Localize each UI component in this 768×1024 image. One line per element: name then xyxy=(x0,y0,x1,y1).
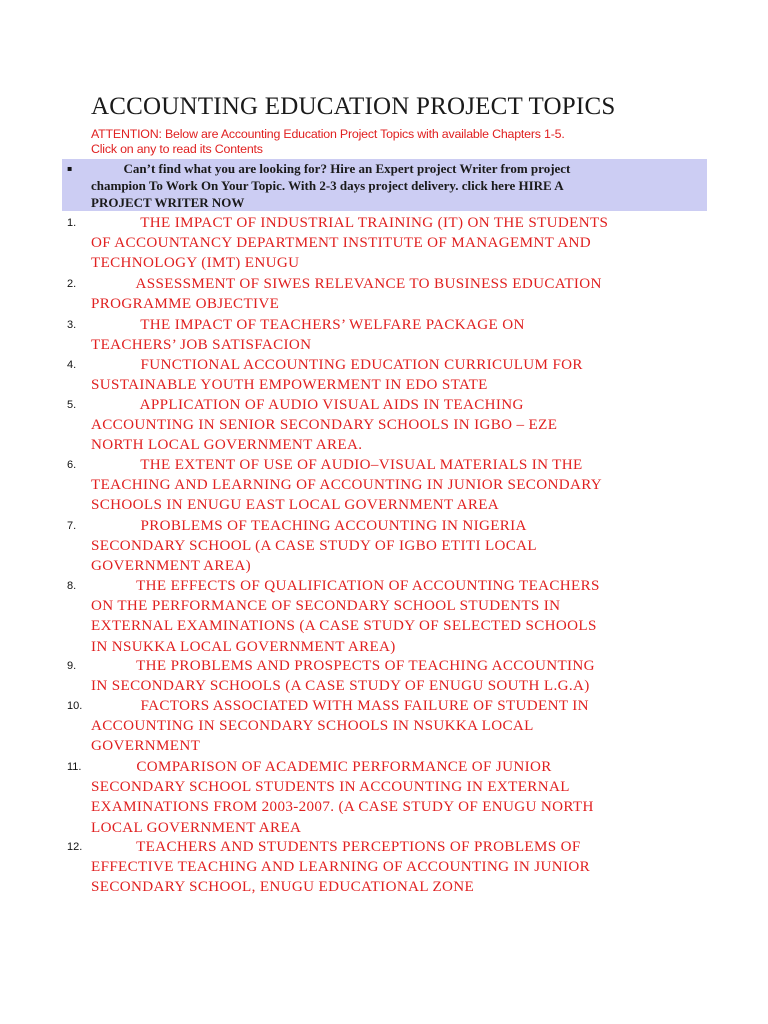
topic-line: THE PROBLEMS AND PROSPECTS OF TEACHING ACCOUNTING xyxy=(91,658,595,674)
topic-line: APPLICATION OF AUDIO VISUAL AIDS IN TEACHING xyxy=(91,397,524,413)
topic-number: 3. xyxy=(67,319,77,331)
topic-line: THE EXTENT OF USE OF AUDIO–VISUAL MATERIALS IN THE xyxy=(91,457,583,473)
topic-link[interactable] xyxy=(91,837,590,898)
notice-line: champion To Work On Your Topic. With 2-3 days project delivery. click here HIRE A xyxy=(91,178,564,193)
topic-line: ASSESSMENT OF SIWES RELEVANCE TO BUSINESS EDUCATION xyxy=(91,276,602,292)
notice-line: Can’t find what you are looking for? Hire an Expert project Writer from project xyxy=(91,161,571,176)
attention-line: ATTENTION: Below are Accounting Education Project Topics with available Chapters 1-5. xyxy=(91,127,565,141)
page-title: ACCOUNTING EDUCATION PROJECT TOPICS xyxy=(91,93,616,120)
topic-line: ON THE PERFORMANCE OF SECONDARY SCHOOL STUDENTS IN xyxy=(91,598,561,615)
topic-line: OF ACCOUNTANCY DEPARTMENT INSTITUTE OF MANAGEMNT AND xyxy=(91,235,591,252)
topic-link[interactable] xyxy=(91,757,594,838)
topic-number: 7. xyxy=(67,520,77,532)
topic-link[interactable] xyxy=(91,274,602,314)
topic-line: TECHNOLOGY (IMT) ENUGU xyxy=(91,255,300,272)
topic-number: 5. xyxy=(67,399,77,411)
topic-line: TEACHING AND LEARNING OF ACCOUNTING IN JUNIOR SECONDARY xyxy=(91,477,603,494)
topic-number: 8. xyxy=(67,580,77,592)
topic-number: 2. xyxy=(67,278,77,290)
topic-line: COMPARISON OF ACADEMIC PERFORMANCE OF JUNIOR xyxy=(91,759,552,775)
hire-writer-notice[interactable] xyxy=(62,159,707,211)
attention-note xyxy=(91,127,691,157)
topic-line: GOVERNMENT xyxy=(91,738,201,755)
topic-link[interactable] xyxy=(91,696,589,757)
topic-number: 9. xyxy=(67,660,77,672)
topic-link[interactable] xyxy=(91,656,595,696)
topic-link[interactable] xyxy=(91,576,600,657)
topic-number: 12. xyxy=(67,841,83,853)
topic-line: EFFECTIVE TEACHING AND LEARNING OF ACCOUNTING IN JUNIOR xyxy=(91,859,591,876)
topic-line: SUSTAINABLE YOUTH EMPOWERMENT IN EDO STATE xyxy=(91,377,488,394)
hire-writer-text[interactable] xyxy=(91,160,705,211)
topic-link[interactable] xyxy=(91,355,583,395)
topic-line: ACCOUNTING IN SECONDARY SCHOOLS IN NSUKKA LOCAL xyxy=(91,718,534,735)
topic-line: SECONDARY SCHOOL STUDENTS IN ACCOUNTING IN EXTERNAL xyxy=(91,779,570,796)
topic-line: THE EFFECTS OF QUALIFICATION OF ACCOUNTING TEACHERS xyxy=(91,578,600,594)
topic-line: GOVERNMENT AREA) xyxy=(91,558,252,575)
topic-line: IN NSUKKA LOCAL GOVERNMENT AREA) xyxy=(91,638,396,655)
topic-line: SECONDARY SCHOOL (A CASE STUDY OF IGBO ETITI LOCAL xyxy=(91,538,538,555)
topic-line: LOCAL GOVERNMENT AREA xyxy=(91,819,302,836)
notice-line: PROJECT WRITER NOW xyxy=(91,195,245,210)
topic-number: 4. xyxy=(67,359,77,371)
attention-line: Click on any to read its Contents xyxy=(91,142,263,156)
topic-line: EXAMINATIONS FROM 2003-2007. (A CASE STUDY OF ENUGU NORTH xyxy=(91,799,594,816)
topic-link[interactable] xyxy=(91,516,537,577)
topic-line: SECONDARY SCHOOL, ENUGU EDUCATIONAL ZONE xyxy=(91,879,475,896)
topic-line: FACTORS ASSOCIATED WITH MASS FAILURE OF STUDENT IN xyxy=(91,698,589,714)
topic-number: 11. xyxy=(67,761,82,773)
topic-number: 6. xyxy=(67,459,77,471)
topic-line: NORTH LOCAL GOVERNMENT AREA. xyxy=(91,437,363,454)
topic-line: THE IMPACT OF INDUSTRIAL TRAINING (IT) ON THE STUDENTS xyxy=(91,215,609,231)
topic-line: ACCOUNTING IN SENIOR SECONDARY SCHOOLS IN IGBO – EZE xyxy=(91,417,558,434)
topic-line: FUNCTIONAL ACCOUNTING EDUCATION CURRICULUM FOR xyxy=(91,357,583,373)
topic-line: TEACHERS’ JOB SATISFACION xyxy=(91,337,312,354)
topic-line: TEACHERS AND STUDENTS PERCEPTIONS OF PROBLEMS OF xyxy=(91,839,581,855)
topic-number: 1. xyxy=(67,217,77,229)
topic-link[interactable] xyxy=(91,213,608,274)
topic-link[interactable] xyxy=(91,395,557,456)
topic-link[interactable] xyxy=(91,455,602,516)
topic-line: EXTERNAL EXAMINATIONS (A CASE STUDY OF SELECTED SCHOOLS xyxy=(91,618,597,635)
topic-line: THE IMPACT OF TEACHERS’ WELFARE PACKAGE ON xyxy=(91,317,525,333)
bullet-icon: ▪ xyxy=(67,164,73,173)
topic-line: PROGRAMME OBJECTIVE xyxy=(91,296,280,313)
topic-number: 10. xyxy=(67,700,83,712)
topic-line: PROBLEMS OF TEACHING ACCOUNTING IN NIGERIA xyxy=(91,518,527,534)
topic-line: IN SECONDARY SCHOOLS (A CASE STUDY OF ENUGU SOUTH L.G.A) xyxy=(91,678,590,695)
topic-link[interactable] xyxy=(91,315,525,355)
topic-line: SCHOOLS IN ENUGU EAST LOCAL GOVERNMENT AREA xyxy=(91,497,500,514)
